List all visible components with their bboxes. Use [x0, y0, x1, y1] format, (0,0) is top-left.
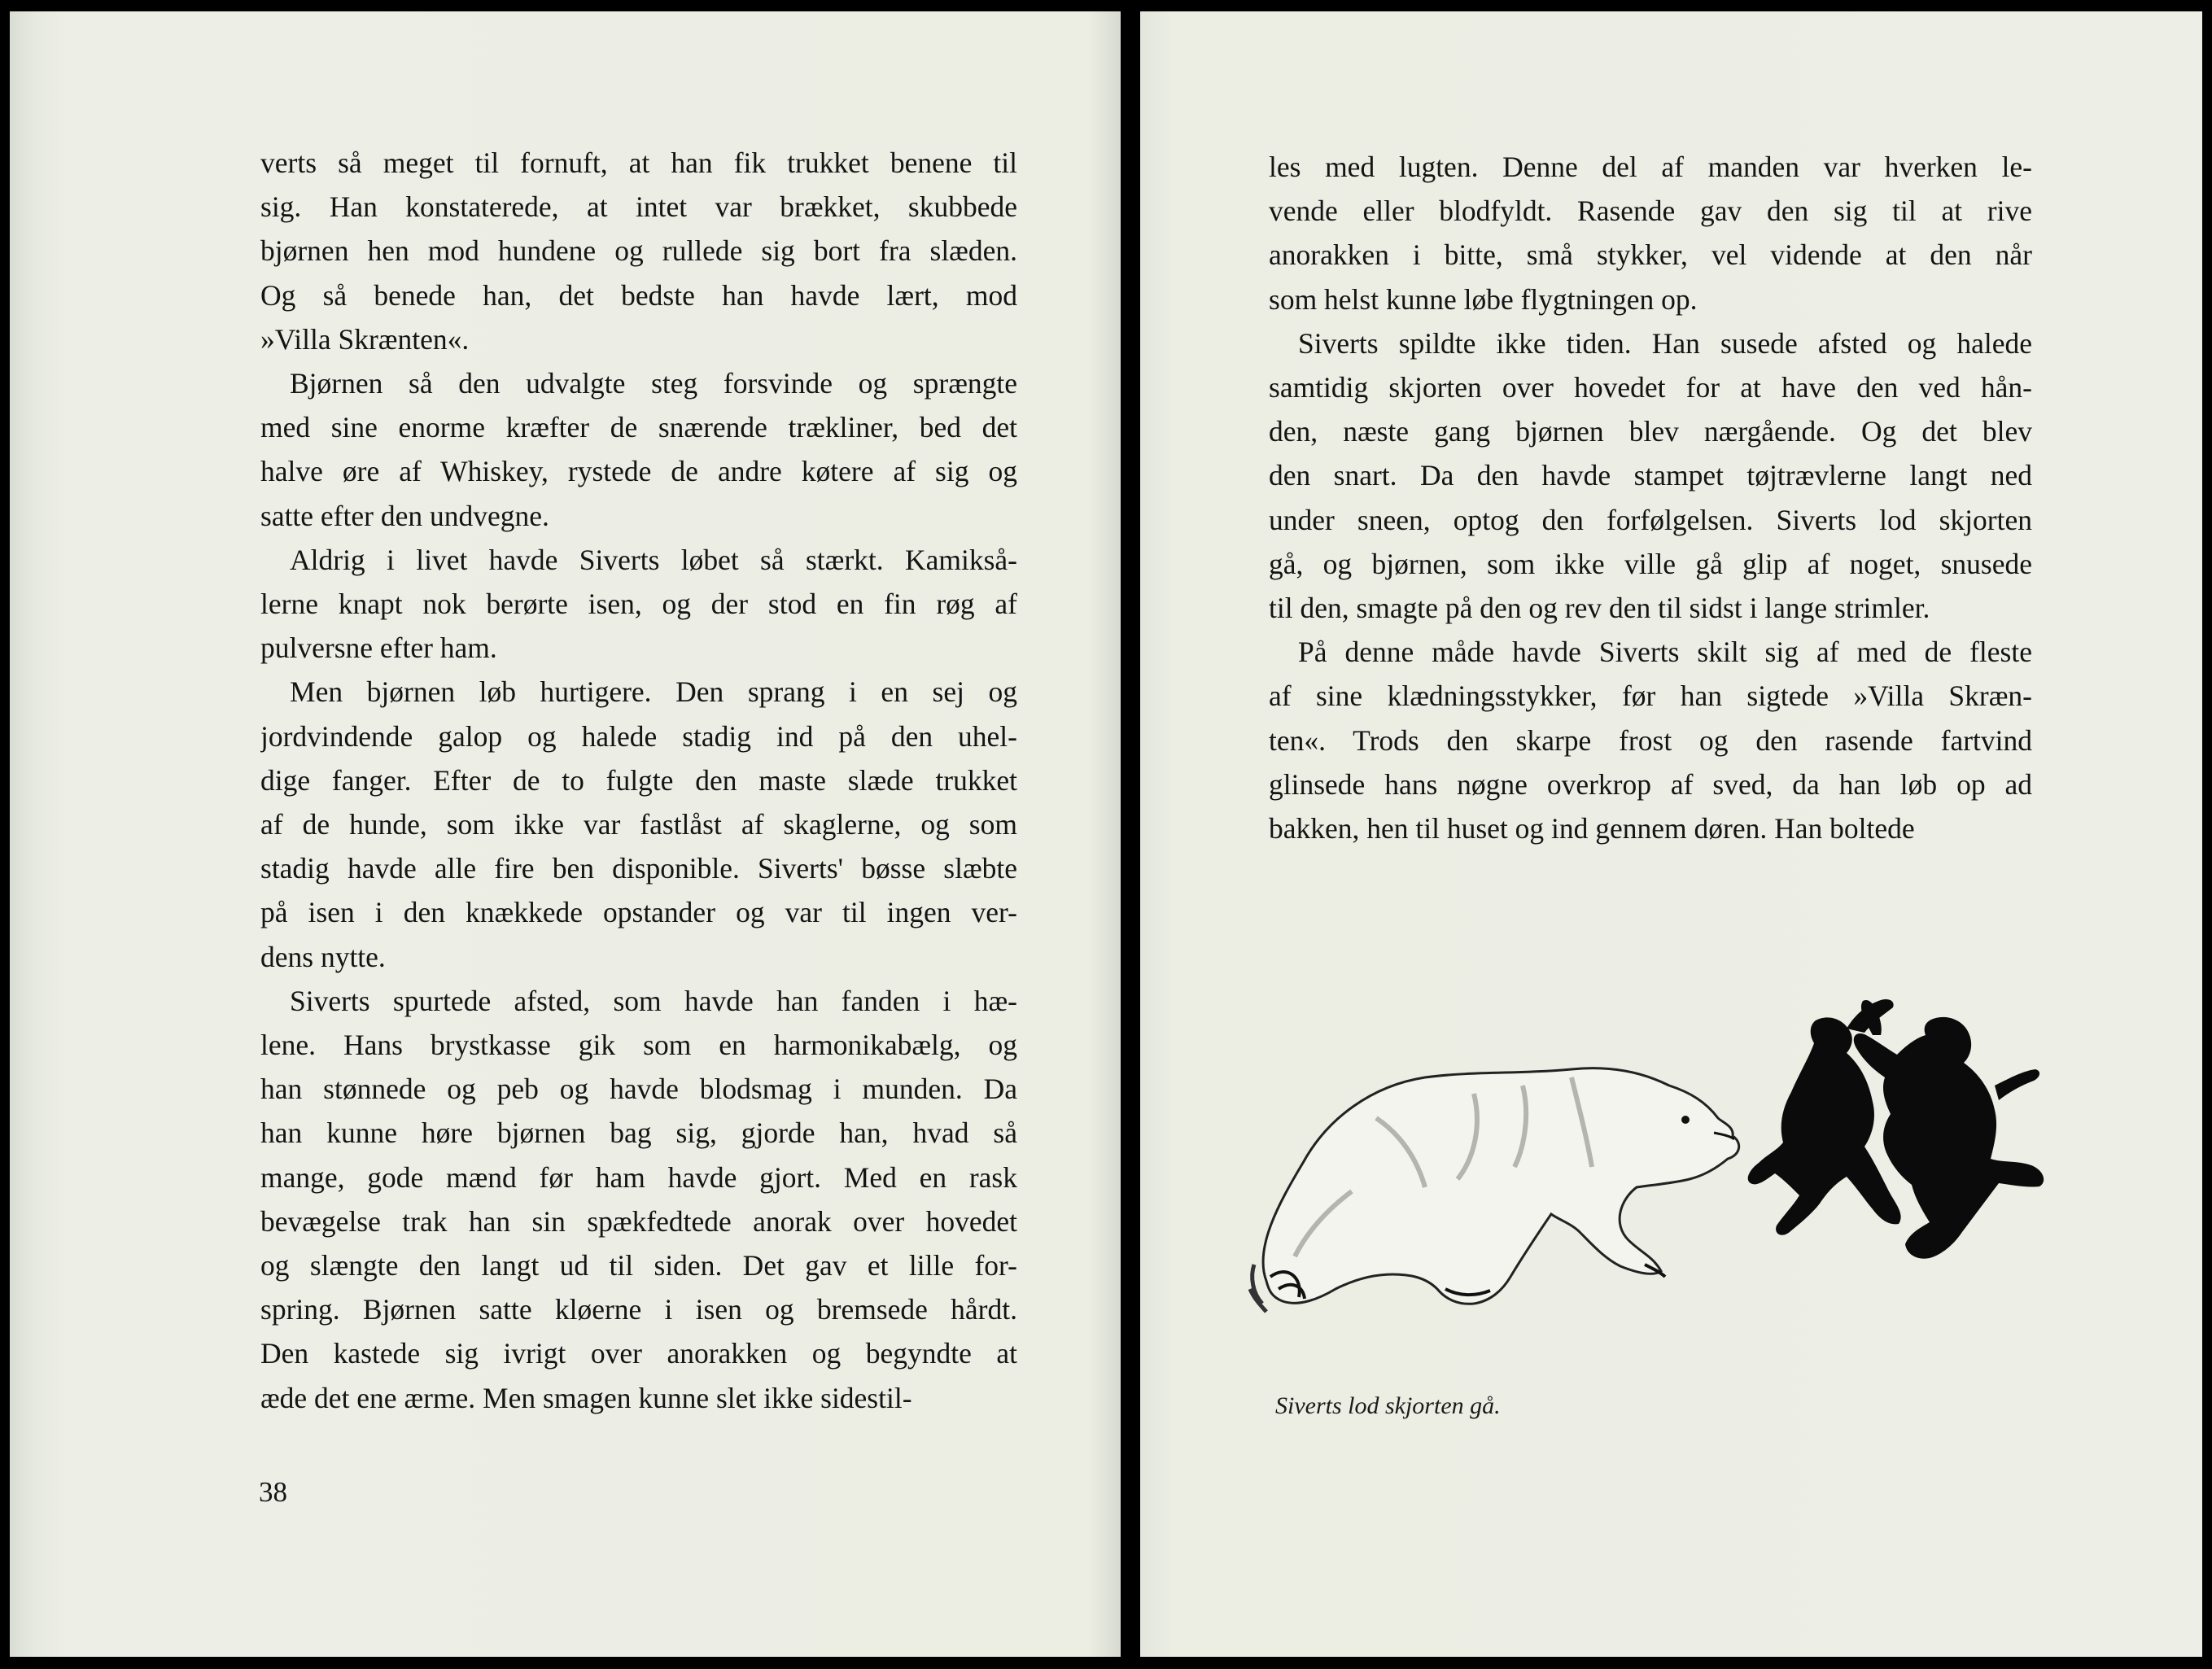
text-line: stadig havde alle fire ben disponible. Siverts' bøsse slæbte: [260, 852, 1017, 885]
text-line: dens nytte.: [260, 940, 386, 973]
text-line: bakken, hen til huset og ind gennem døren. Han boltede: [1269, 812, 1915, 845]
text-line: som helst kunne løbe flygtningen op.: [1269, 282, 1698, 316]
text-line: ten«. Trods den skarpe frost og den rasende fartvind: [1269, 723, 2032, 757]
runner-figure-two: [1854, 1000, 2044, 1259]
text-line: sig. Han konstaterede, at intet var brækket, skubbede: [260, 190, 1017, 224]
text-line: på isen i den knækkede opstander og var til ingen ver-: [260, 896, 1017, 929]
text-line: han stønnede og peb og havde blodsmag i munden. Da: [260, 1073, 1017, 1106]
text-line: Siverts spildte ikke tiden. Han susede afsted og halede: [1298, 326, 2032, 360]
left-page: [10, 11, 1121, 1657]
text-line: Men bjørnen løb hurtigere. Den sprang i en sej og: [290, 675, 1017, 709]
text-line: under sneen, optog den forfølgelsen. Siverts lod skjorten: [1269, 503, 2032, 536]
text-line: med sine enorme kræfter de snærende trækliner, bed det: [260, 411, 1017, 444]
text-line: af de hunde, som ikke var fastlåst af skaglerne, og som: [260, 808, 1017, 841]
right-page-text: [1269, 145, 2032, 850]
text-line: mange, gode mænd før ham havde gjort. Med en rask: [260, 1160, 1017, 1194]
text-line: vende eller blodfyldt. Rasende gav den sig til at rive: [1269, 194, 2032, 228]
text-line: pulversne efter ham.: [260, 631, 497, 665]
text-line: til den, smagte på den og rev den til sidst i lange strimler.: [1269, 592, 1930, 625]
illustration-caption: Siverts lod skjorten gå.: [1275, 1392, 1501, 1419]
right-page: [1140, 11, 2202, 1657]
text-line: På denne måde havde Siverts skilt sig af med de fleste: [1298, 636, 2032, 669]
bear-chase-illustration: [1230, 996, 2060, 1387]
text-line: satte efter den undvegne.: [260, 499, 549, 532]
left-page-text: [260, 141, 1017, 1420]
text-line: den snart. Da den havde stampet tøjtrævlerne langt ned: [1269, 459, 2032, 492]
text-line: lerne knapt nok berørte isen, og der stod en fin røg af: [260, 588, 1017, 621]
text-line: gå, og bjørnen, som ikke ville gå glip af noget, snusede: [1269, 547, 2032, 580]
text-line: dige fanger. Efter de to fulgte den maste slæde trukket: [260, 763, 1017, 797]
page-number: 38: [259, 1476, 287, 1508]
gutter-shadow: [1088, 11, 1121, 1657]
text-line: Siverts spurtede afsted, som havde han fanden i hæ-: [290, 984, 1017, 1017]
text-line: anorakken i bitte, små stykker, vel vidende at den når: [1269, 238, 2032, 272]
text-line: af sine klædningsstykker, før han sigtede »Villa Skræn-: [1269, 679, 2032, 713]
text-line: æde det ene ærme. Men smagen kunne slet ikke sidestil-: [260, 1381, 912, 1414]
text-line: Og så benede han, det bedste han havde lært, mod: [260, 278, 1017, 312]
text-line: les med lugten. Denne del af manden var hverken le-: [1269, 151, 2032, 183]
text-line: bevægelse trak han sin spækfedtede anorak over hovedet: [260, 1204, 1017, 1238]
text-line: jordvindende galop og halede stadig ind på den uhel-: [260, 719, 1017, 753]
text-line: Aldrig i livet havde Siverts løbet så stærkt. Kamikså-: [290, 543, 1017, 576]
text-line: han kunne høre bjørnen bag sig, gjorde han, hvad så: [260, 1116, 1017, 1150]
text-line: Den kastede sig ivrigt over anorakken og begyndte at: [260, 1337, 1017, 1370]
text-line: Bjørnen så den udvalgte steg forsvinde og sprængte: [290, 367, 1017, 400]
text-line: spring. Bjørnen satte kløerne i isen og bremsede hårdt.: [260, 1293, 1017, 1326]
text-line: verts så meget til fornuft, at han fik trukket benene til: [260, 146, 1017, 179]
text-line: halve øre af Whiskey, rystede de andre køtere af sig og: [260, 455, 1017, 488]
polar-bear-drawing: [1250, 1068, 1739, 1312]
text-line: den, næste gang bjørnen blev nærgående. Og det blev: [1269, 415, 2032, 448]
text-line: glinsede hans nøgne overkrop af sved, da han løb op ad: [1269, 767, 2032, 801]
text-line: bjørnen hen mod hundene og rullede sig bort fra slæden.: [260, 234, 1017, 268]
text-line: lene. Hans brystkasse gik som en harmonikabælg, og: [260, 1029, 1017, 1062]
text-line: »Villa Skrænten«.: [260, 322, 470, 356]
text-line: samtidig skjorten over hovedet for at have den ved hån-: [1269, 371, 2032, 404]
text-line: og slængte den langt ud til siden. Det gav et lille for-: [260, 1249, 1017, 1282]
